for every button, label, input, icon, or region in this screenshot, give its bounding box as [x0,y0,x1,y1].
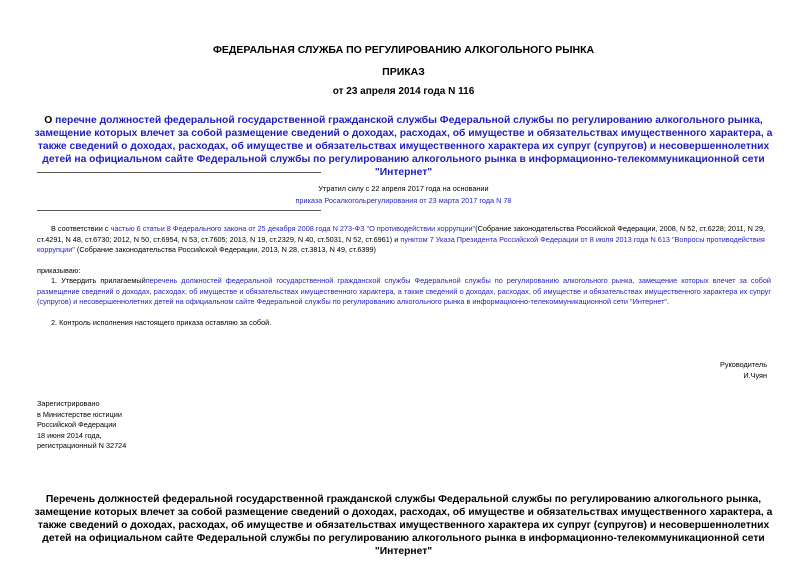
preamble-text: (Собрание законодательства Российской Федерации, 2013, N 28, ст.3813, N 49, ст.6399) [74,245,376,254]
repeal-note: Утратил силу с 22 апреля 2017 года на основании [318,184,489,193]
repeal-link[interactable]: приказа Росалкогольрегулирования от 23 марта 2017 года N 78 [295,196,512,205]
signature-block [720,359,767,381]
decree-link[interactable]: пунктом 7 Указа Президента Российской Федерации от 8 июля 2013 года N 613 "Вопросы противодействия коррупции" [37,234,765,254]
registration-block [37,399,126,452]
registration-line: в Министерстве юстиции [37,409,122,419]
signatory-name: И.Чуян [743,371,767,380]
order-item-2: 2. Контроль исполнения настоящего приказа оставляю за собой. [51,318,272,327]
document-date-number: от 23 апреля 2014 года N 116 [332,86,475,97]
preamble-text: В соответствии с [51,224,111,233]
signatory-role: Руководитель [719,360,767,369]
document-title [30,114,777,179]
order-item-1 [37,276,771,308]
orders-word: приказываю: [37,266,81,275]
registration-line: регистрационный N 32724 [37,441,127,450]
list-link[interactable]: перечень должностей федеральной государственной гражданской службы Федеральной службы по регулированию алкогольного рынка, замещение которых влечет за собой размещение сведений о доходах, расходах, об имуществе и обязательствах имущественного характера, а также сведений о доходах, расходах, об имуществе и обязательствах имущественного характера их супруг (супругов) и несовершеннолетних детей на официальном сайте Федеральной службы по регулированию алкогольного рынка в информационно-телекоммуникационной сети "Интернет" [37,276,771,306]
law-link[interactable]: частью 6 статьи 8 Федерального закона от 25 декабря 2008 года N 273-ФЗ "О противодействии коррупции" [110,224,476,233]
preamble-text: (Собрание законодательства Российской Федерации, 2008, N 52, ст.6228; 2011, N 29, ст.4291, N 48, ст.6730; 2012, N 50, ст.6954, N 53, ст.7605; 2013, N 19, ст.2329, N 40, ст.5031, N 52, ст.6961) и [37,224,766,244]
document-type: ПРИКАЗ [382,66,425,78]
divider-bottom [37,210,321,211]
item-text: 1. Утвердить прилагаемый [51,276,146,285]
title-link[interactable]: перечне должностей федеральной государственной гражданской службы Федеральной службы по регулированию алкогольного рынка, замещение которых влечет за собой размещение сведений о доходах, расходах, об имуществе и обязательствах имущественного характера, а также сведений о доходах, расходах, об имуществе и обязательствах имущественного характера их супруг (супругов) и несовершеннолетних детей на официальном сайте Федеральной службы по регулированию алкогольного рынка в информационно-телекоммуникационной сети "Интернет" [34,115,773,178]
registration-line: 18 июня 2014 года, [37,430,102,440]
appendix-title: Перечень должностей федеральной государственной гражданской службы Федеральной службы по регулированию алкогольного рынка, замещение которых влечет за собой размещение сведений о доходах, расходах, об имуществе и обязательствах имущественного характера, а также сведений о доходах, расходах, об имуществе и обязательствах имущественного характера их супруг (супругов) и несовершеннолетних детей на официальном сайте Федеральной службы по регулированию алкогольного рынка в информационно-телекоммуникационной сети "Интернет" [34,494,773,557]
registration-line: Российской Федерации [37,420,117,429]
preamble-paragraph [37,224,771,256]
agency-name: ФЕДЕРАЛЬНАЯ СЛУЖБА ПО РЕГУЛИРОВАНИЮ АЛКОГОЛЬНОГО РЫНКА [212,44,595,56]
item-text: . [667,297,670,306]
title-prefix: О [44,115,56,126]
registration-line: Зарегистрировано [37,399,100,408]
divider-top [37,172,321,173]
